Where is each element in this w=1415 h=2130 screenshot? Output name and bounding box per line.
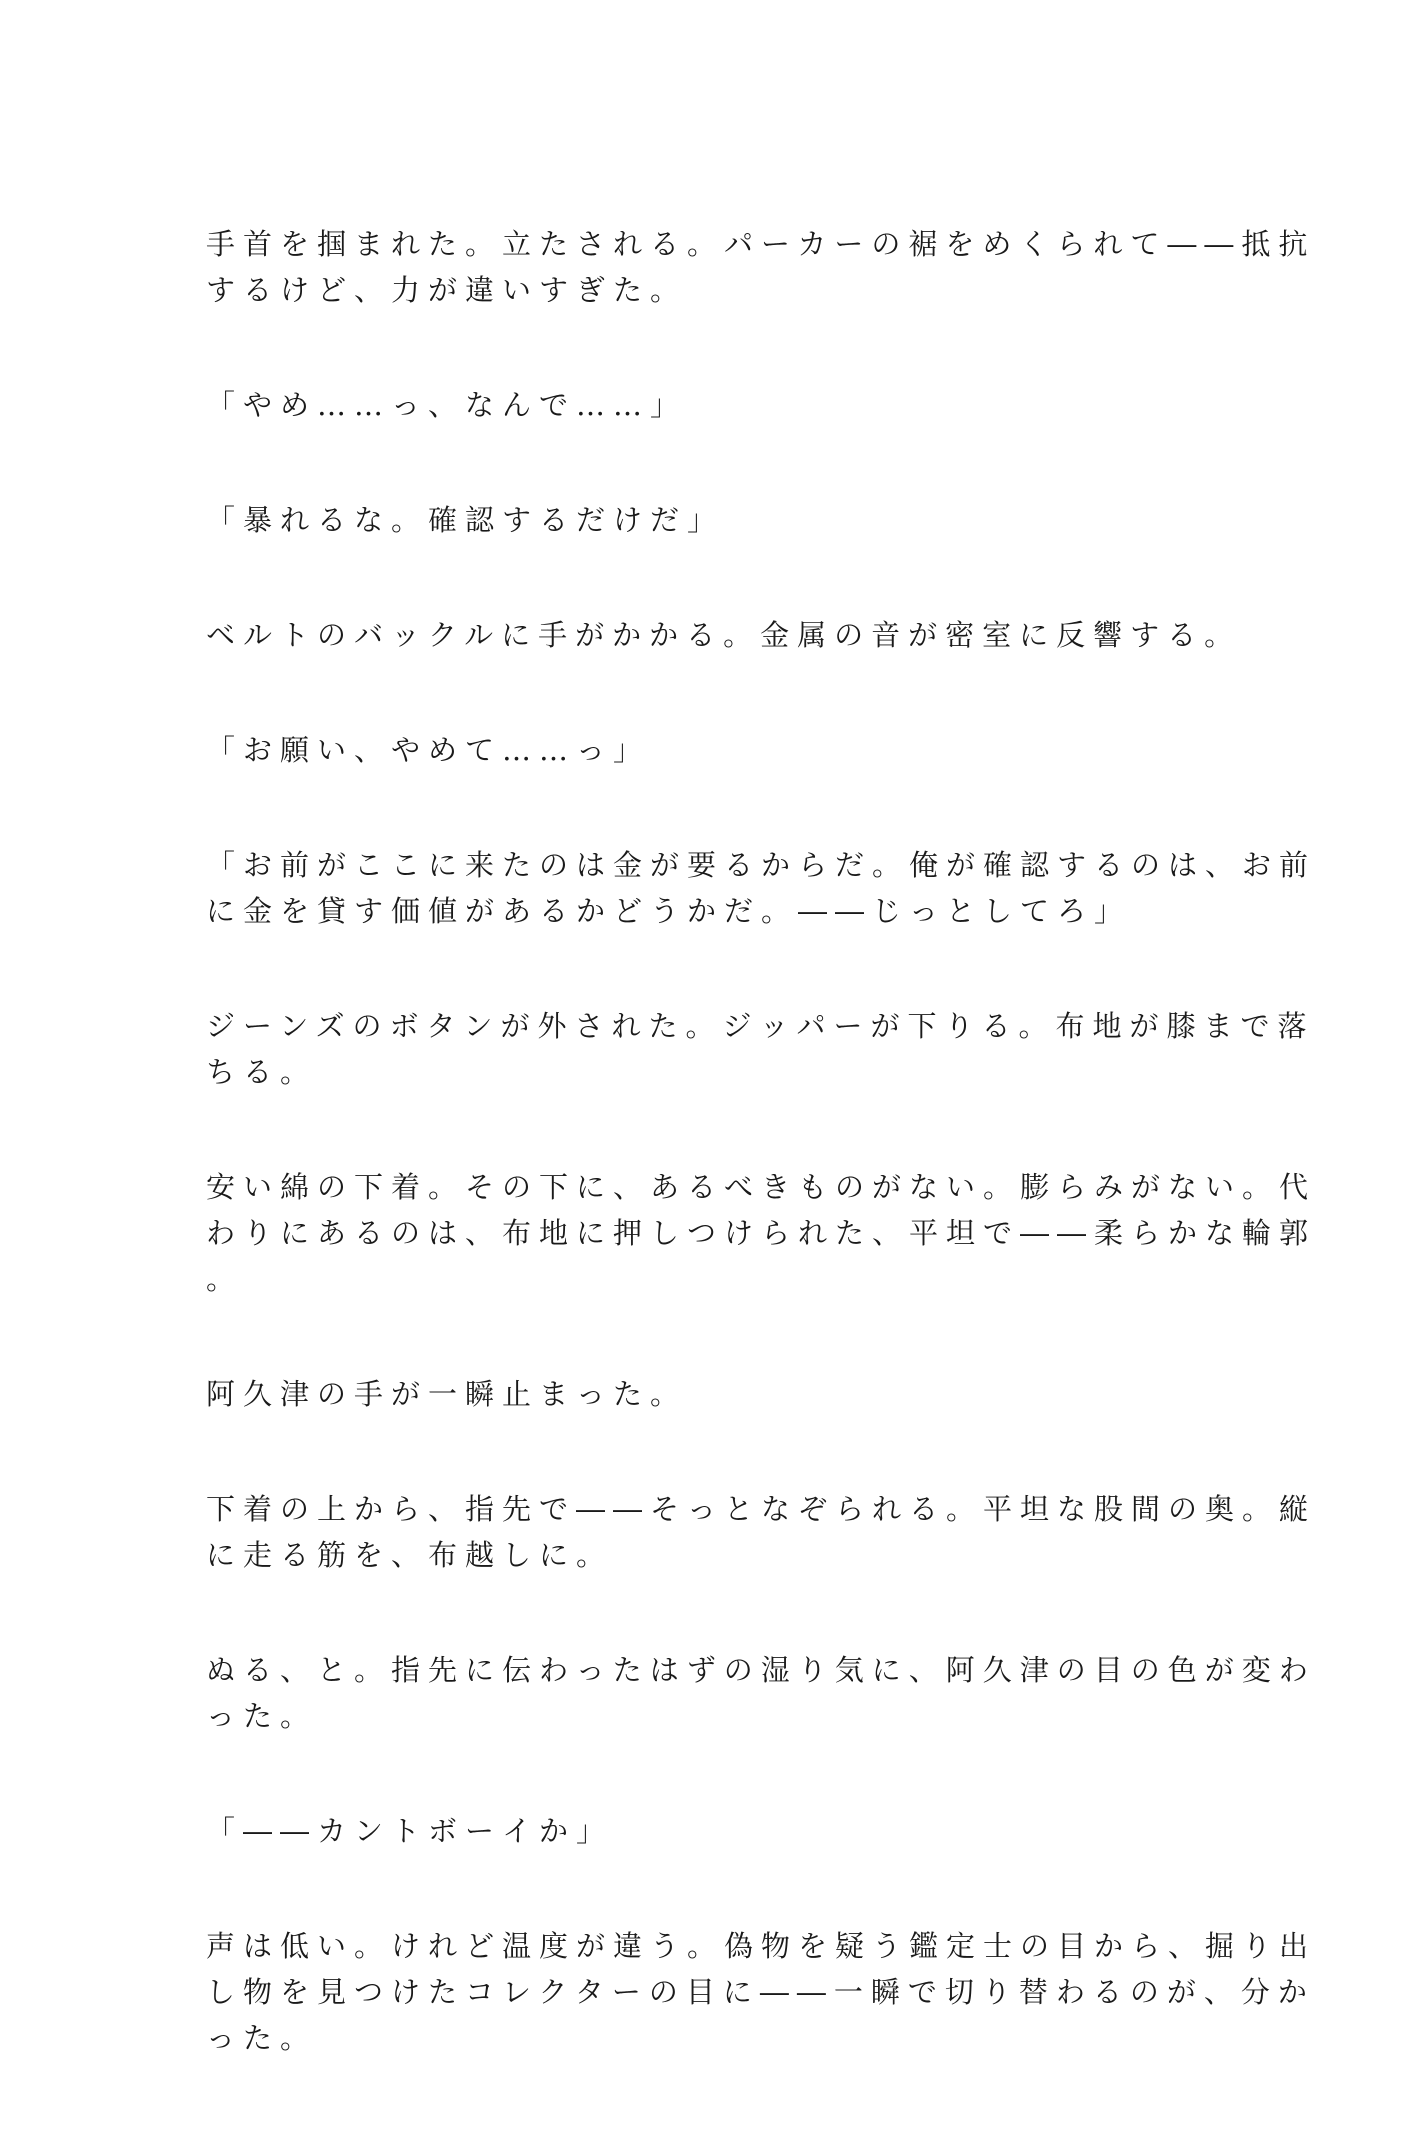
paragraph — [206, 1647, 1316, 1739]
text-line: し物を見つけたコレクターの目に――一瞬で切り替わるのが、分か — [206, 1975, 1315, 2009]
paragraph — [206, 727, 1210, 773]
paragraph — [206, 612, 1242, 658]
paragraph — [206, 1808, 1210, 1854]
text-line: 「お前がここに来たのは金が要るからだ。俺が確認するのは、お前 — [206, 848, 1317, 882]
text-line: 安い綿の下着。その下に、あるべきものがない。膨らみがない。代 — [206, 1170, 1317, 1204]
text-line: 声は低い。けれど温度が違う。偽物を疑う鑑定士の目から、掘り出 — [206, 1929, 1317, 1963]
text-line: 阿久津の手が一瞬止まった。 — [206, 1377, 688, 1411]
text-line: 「お願い、やめて……っ」 — [206, 733, 651, 767]
text-line: 「――カントボーイか」 — [206, 1814, 614, 1848]
paragraph — [206, 1003, 1315, 1095]
text-line: 手首を掴まれた。立たされる。パーカーの裾をめくられて――抵抗 — [206, 227, 1316, 261]
text-line: 「やめ……っ、なんで……」 — [206, 388, 688, 422]
text-line: わりにあるのは、布地に押しつけられた、平坦で――柔らかな輪郭 — [206, 1216, 1317, 1250]
paragraph — [206, 842, 1317, 934]
paragraph — [206, 1371, 1210, 1417]
text-line: するけど、力が違いすぎた。 — [206, 273, 688, 307]
paragraph — [206, 221, 1316, 313]
text-line: 。 — [206, 1262, 244, 1296]
text-line: ぬる、と。指先に伝わったはずの湿り気に、阿久津の目の色が変わ — [206, 1653, 1316, 1687]
paragraph — [206, 1164, 1317, 1302]
text-line: ちる。 — [206, 1055, 318, 1089]
text-line: ベルトのバックルに手がかかる。金属の音が密室に反響する。 — [206, 618, 1242, 652]
paragraph — [206, 1923, 1317, 2061]
paragraph — [206, 382, 1210, 428]
paragraph — [206, 497, 1210, 543]
document-body — [206, 221, 1317, 2130]
text-line: った。 — [206, 1699, 318, 1733]
paragraph — [206, 1486, 1317, 1578]
text-line: 下着の上から、指先で――そっとなぞられる。平坦な股間の奥。縦 — [206, 1492, 1317, 1526]
text-line: に走る筋を、布越しに。 — [206, 1538, 614, 1572]
text-line: った。 — [206, 2021, 318, 2055]
text-line: 「暴れるな。確認するだけだ」 — [206, 503, 725, 537]
text-line: ジーンズのボタンが外された。ジッパーが下りる。布地が膝まで落 — [206, 1009, 1315, 1043]
text-line: に金を貸す価値があるかどうかだ。――じっとしてろ」 — [206, 894, 1132, 928]
